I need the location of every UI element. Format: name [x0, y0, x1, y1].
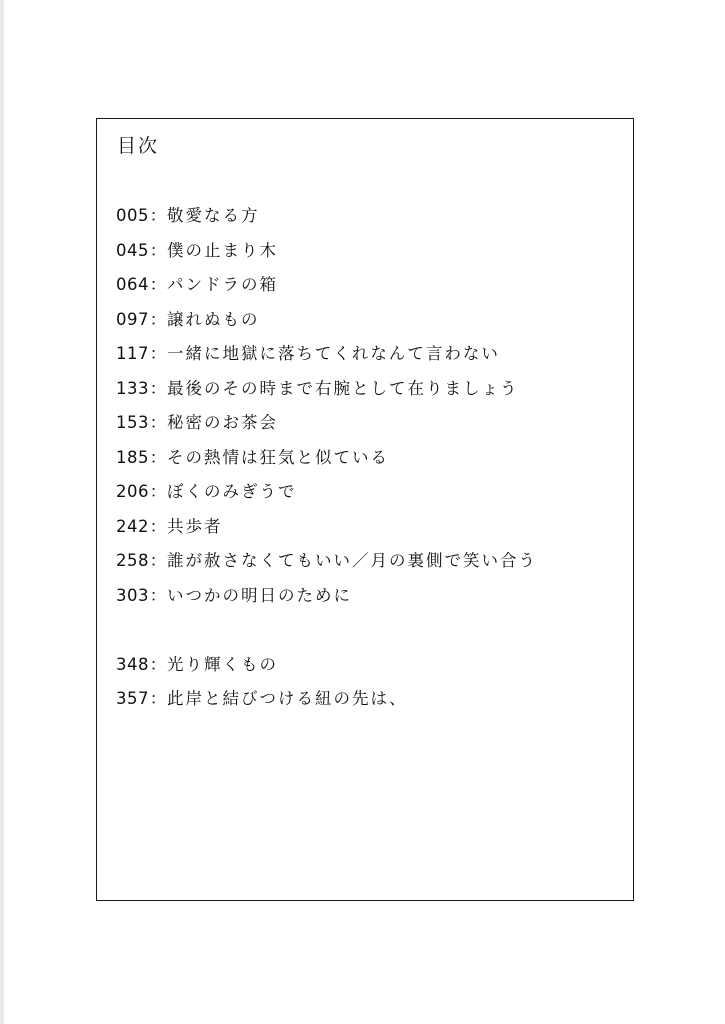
toc-separator: ：	[149, 378, 167, 398]
toc-page-number: 185	[116, 447, 149, 467]
toc-entry-title: 最後のその時まで右腕として在りましょう	[167, 378, 519, 398]
toc-list	[116, 199, 537, 717]
toc-entry-title: 敬愛なる方	[167, 206, 260, 225]
toc-entry	[116, 441, 537, 476]
toc-entry	[116, 303, 537, 338]
toc-separator: ：	[149, 482, 167, 501]
toc-entry	[116, 682, 537, 717]
toc-page-number: 348	[116, 654, 149, 674]
toc-page-number: 097	[116, 309, 149, 329]
book-page	[4, 0, 725, 1024]
toc-entry-title: 光り輝くもの	[167, 654, 278, 674]
toc-entry-title: 僕の止まり木	[167, 240, 278, 260]
toc-entry-title: 誰が赦さなくてもいい／月の裏側で笑い合う	[167, 551, 537, 570]
toc-page-number: 005	[116, 206, 149, 225]
toc-entry	[116, 544, 537, 579]
toc-separator: ：	[149, 654, 167, 674]
toc-entry-title: いつかの明日のために	[167, 585, 352, 605]
toc-entry-title: 此岸と結びつける紐の先は、	[167, 689, 408, 708]
toc-separator: ：	[149, 275, 167, 294]
toc-page-number: 153	[116, 413, 149, 432]
toc-entry	[116, 234, 537, 269]
toc-entry	[116, 372, 537, 407]
toc-separator: ：	[149, 516, 167, 536]
toc-separator: ：	[149, 447, 167, 467]
toc-entry-title: ぼくのみぎうで	[167, 482, 297, 501]
toc-entry-title: 秘密のお茶会	[167, 413, 278, 432]
toc-separator: ：	[149, 689, 167, 708]
toc-separator: ：	[149, 206, 167, 225]
toc-entry-title: パンドラの箱	[167, 275, 278, 294]
toc-entry-title: その熱情は狂気と似ている	[167, 447, 389, 467]
toc-entry-title: 一緒に地獄に落ちてくれなんて言わない	[167, 344, 500, 363]
toc-heading: 目次	[117, 135, 160, 157]
toc-page-number: 133	[116, 378, 149, 398]
table-of-contents-frame	[96, 118, 634, 901]
toc-page-number: 357	[116, 689, 149, 708]
toc-separator: ：	[149, 344, 167, 363]
toc-entry	[116, 268, 537, 303]
toc-separator: ：	[149, 309, 167, 329]
toc-entry	[116, 406, 537, 441]
toc-entry	[116, 199, 537, 234]
toc-separator: ：	[149, 585, 167, 605]
toc-page-number: 206	[116, 482, 149, 501]
toc-page-number: 117	[116, 344, 149, 363]
toc-page-number: 258	[116, 551, 149, 570]
toc-separator: ：	[149, 551, 167, 570]
toc-page-number: 242	[116, 516, 149, 536]
toc-entry	[116, 510, 537, 545]
toc-page-number: 045	[116, 240, 149, 260]
toc-entry	[116, 579, 537, 614]
toc-entry	[116, 475, 537, 510]
toc-entry-title: 譲れぬもの	[167, 309, 260, 329]
toc-page-number: 303	[116, 585, 149, 605]
toc-separator: ：	[149, 240, 167, 260]
toc-entry	[116, 337, 537, 372]
toc-page-number: 064	[116, 275, 149, 294]
toc-entry-title: 共歩者	[167, 516, 223, 536]
toc-entry	[116, 648, 537, 683]
toc-separator: ：	[149, 413, 167, 432]
